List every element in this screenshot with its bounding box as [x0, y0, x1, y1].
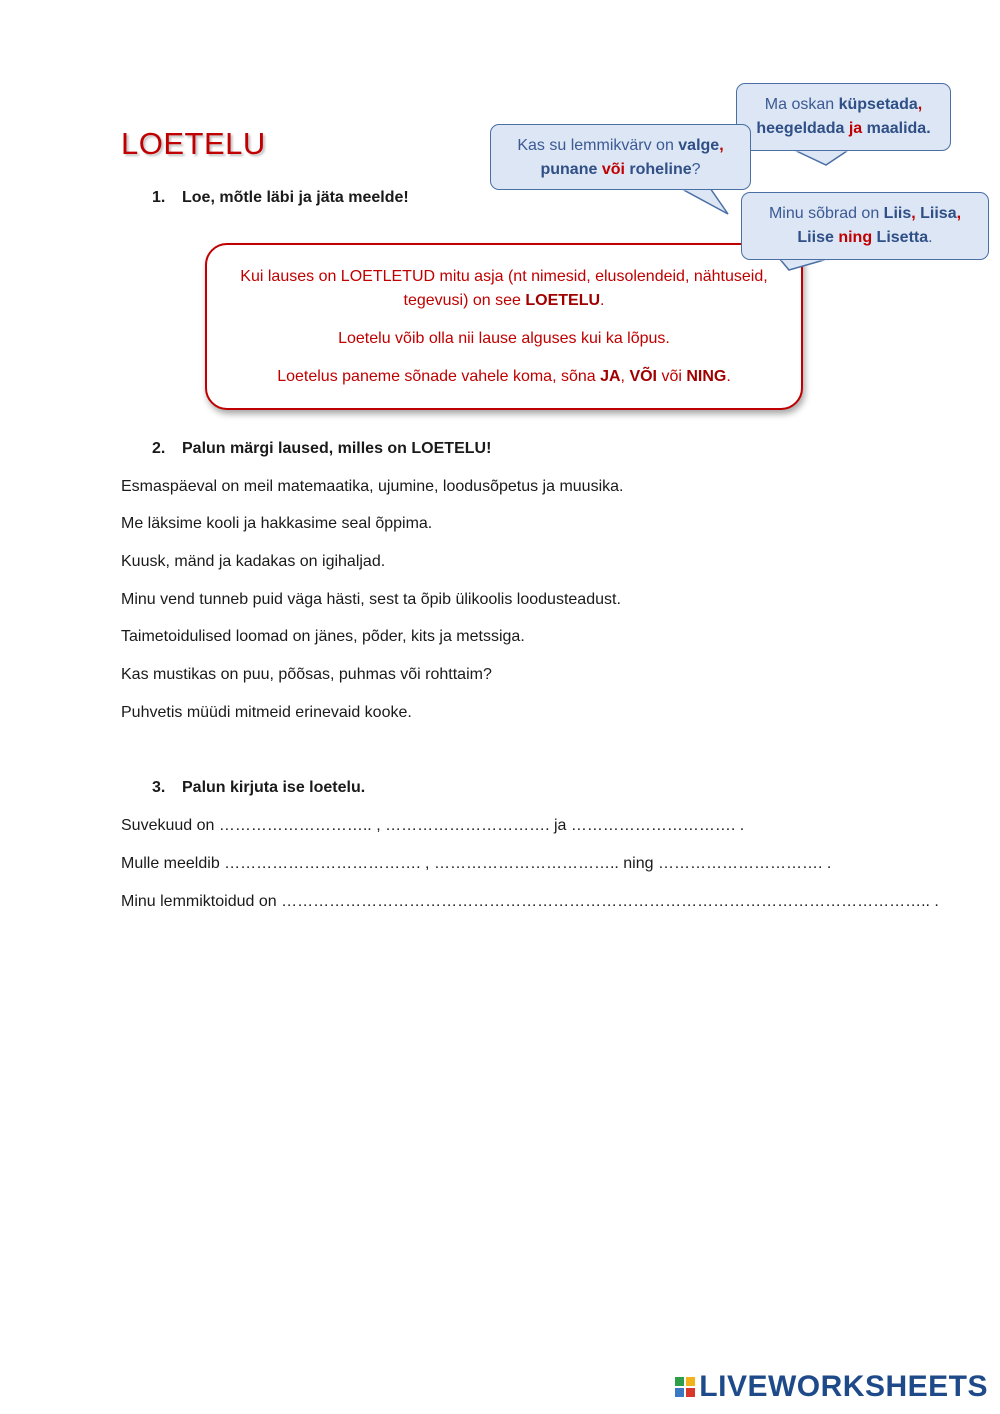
bubble-word: heegeldada — [756, 120, 845, 137]
bubble-conjunction: ning — [838, 229, 873, 246]
bubble-conjunction: või — [601, 161, 625, 178]
bubble-comma: , — [956, 205, 962, 222]
bubble-tail — [771, 258, 841, 278]
bubble-body — [736, 83, 951, 151]
rule-text: Loetelus paneme sõnade vahele koma, sõna — [277, 368, 601, 385]
speech-bubble-1 — [736, 83, 951, 163]
speech-bubble-2 — [490, 124, 752, 214]
bubble-word: maalida. — [862, 120, 931, 137]
rule-keyword: NING — [686, 368, 727, 385]
rule-keyword: VÕI — [629, 368, 657, 385]
bubble-word: roheline — [629, 161, 692, 178]
logo-square — [675, 1388, 684, 1397]
bubble-comma: , — [911, 205, 916, 222]
rule-text: või — [657, 368, 687, 385]
bubble-body — [741, 192, 989, 260]
section-number: 1. — [152, 189, 166, 206]
logo-square — [686, 1388, 695, 1397]
sentence-item[interactable]: Kuusk, mänd ja kadakas on igihaljad. — [121, 553, 386, 570]
bubble-tail — [680, 188, 740, 218]
speech-bubble-3 — [741, 192, 989, 272]
fill-in-line[interactable]: Mulle meeldib ………………………………. , …………………………….. ning …………………………. . — [121, 855, 832, 872]
section-number: 2. — [152, 440, 166, 457]
bubble-word: Liisa — [920, 205, 957, 222]
sentence-item[interactable]: Puhvetis müüdi mitmeid erinevaid kooke. — [121, 704, 412, 721]
section-number: 3. — [152, 779, 166, 796]
section-3-heading — [152, 779, 365, 797]
bubble-conjunction: ja — [848, 120, 863, 137]
fill-in-line[interactable]: Minu lemmiktoidud on ………………………………………………………………………………………………………….. . — [121, 893, 939, 910]
bubble-word: küpsetada — [838, 96, 918, 113]
bubble-text: Minu sõbrad on — [768, 205, 884, 222]
bubble-text: Ma oskan — [764, 96, 839, 113]
rule-paragraph-1 — [207, 265, 801, 313]
bubble-word: Lisetta — [876, 229, 929, 246]
bubble-comma: , — [719, 137, 724, 154]
sentence-item[interactable]: Minu vend tunneb puid väga hästi, sest ta õpib ülikoolis loodusteadust. — [121, 591, 621, 608]
section-heading-text: Palun kirjuta ise loetelu. — [182, 779, 366, 796]
rule-paragraph-2: Loetelu võib olla nii lause alguses kui ka lõpus. — [338, 330, 670, 347]
sentence-item[interactable]: Esmaspäeval on meil matemaatika, ujumine, loodusõpetus ja muusika. — [121, 478, 624, 495]
rule-text: , — [620, 368, 630, 385]
rule-text: . — [600, 292, 605, 309]
section-heading-text: Palun märgi laused, milles on LOETELU! — [182, 440, 492, 457]
rule-text: . — [726, 368, 731, 385]
logo-square — [686, 1377, 695, 1386]
logo-mark-icon — [675, 1377, 695, 1397]
bubble-word: punane — [540, 161, 598, 178]
bubble-word: valge — [678, 137, 720, 154]
fill-in-line[interactable]: Suvekuud on ……………………….. , …………………………. ja …………………………. . — [121, 817, 745, 834]
section-heading-text: Loe, mõtle läbi ja jäta meelde! — [182, 189, 409, 206]
section-2-heading — [152, 440, 491, 458]
rule-box — [205, 243, 803, 410]
logo-text: LIVEWORKSHEETS — [699, 1370, 988, 1403]
section-1-heading — [152, 189, 409, 207]
page-title: LOETELU — [121, 126, 266, 161]
bubble-tail — [786, 149, 856, 169]
bubble-body — [490, 124, 751, 190]
sentence-item[interactable]: Me läksime kooli ja hakkasime seal õppima. — [121, 515, 433, 532]
bubble-word: Liise — [797, 229, 834, 246]
sentence-item[interactable]: Kas mustikas on puu, põõsas, puhmas või rohttaim? — [121, 666, 492, 683]
sentence-item[interactable]: Taimetoidulised loomad on jänes, põder, kits ja metssiga. — [121, 628, 525, 645]
rule-keyword: JA — [600, 368, 621, 385]
bubble-text: Kas su lemmikvärv on — [517, 137, 679, 154]
bubble-comma: , — [917, 96, 923, 113]
rule-paragraph-3 — [207, 365, 801, 389]
rule-keyword: LOETELU — [525, 292, 601, 309]
bubble-word: Liis — [883, 205, 912, 222]
bubble-text: . — [928, 229, 933, 246]
bubble-text: ? — [691, 161, 701, 178]
logo-square — [675, 1377, 684, 1386]
liveworksheets-logo[interactable] — [675, 1370, 988, 1404]
rule-text: Kui lauses on LOETLETUD mitu asja (nt nimesid, elusolendeid, nähtuseid, tegevusi) on see — [240, 268, 768, 309]
